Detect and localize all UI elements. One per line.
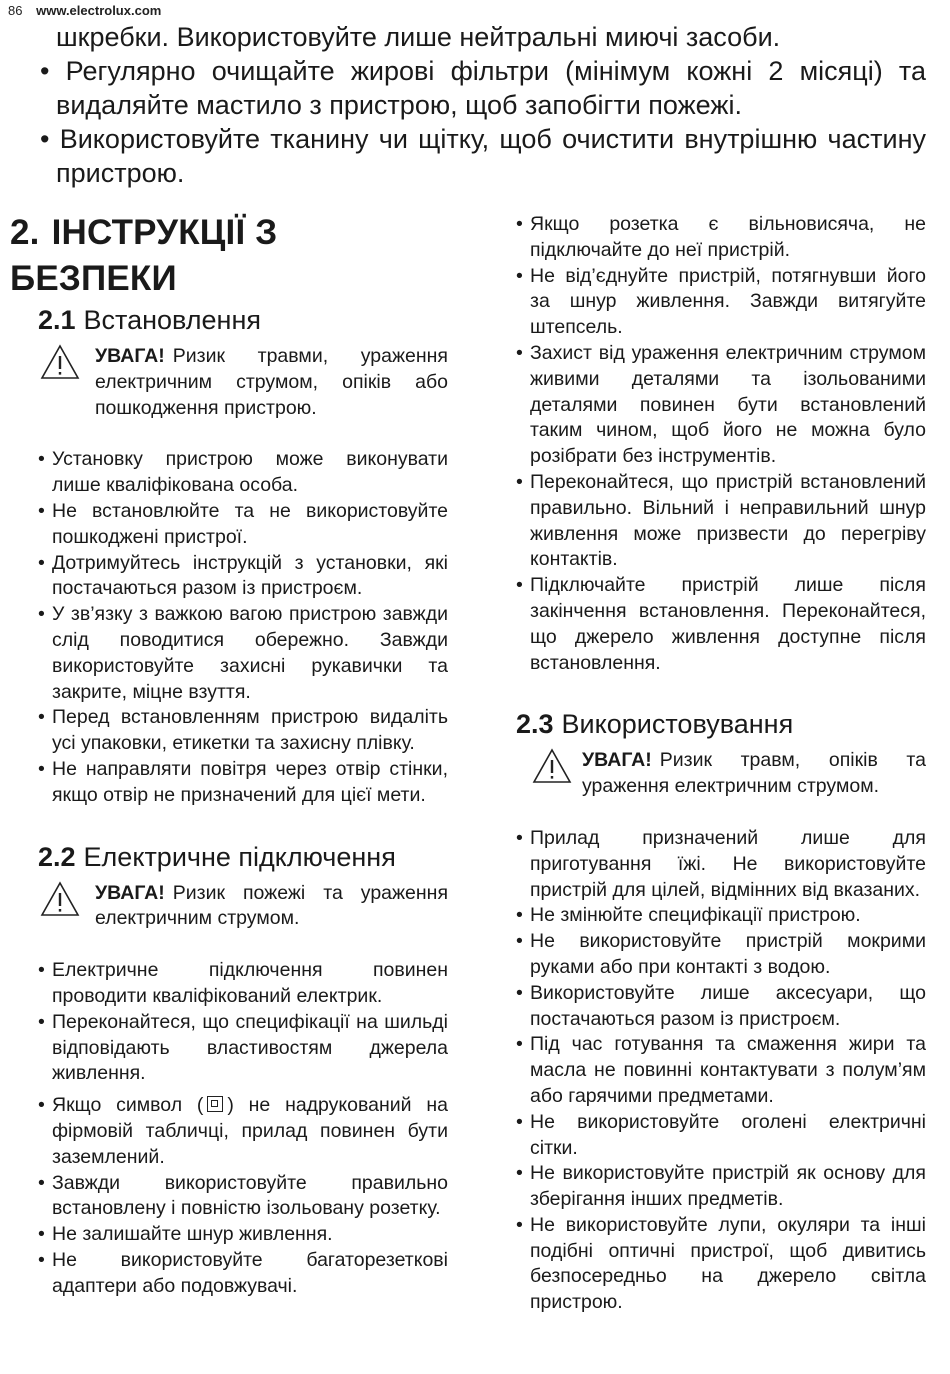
warning-triangle-icon (40, 344, 80, 380)
website-url: www.electrolux.com (36, 3, 162, 18)
list-item: • Використовуйте лише аксесуари, що постачаються разом із пристроєм. (530, 981, 926, 1033)
warning-triangle-icon (532, 748, 572, 784)
warning-label: УВАГА! (95, 345, 165, 367)
subsection-heading-installation: 2.1 Встановлення (38, 305, 261, 335)
section-heading (10, 210, 448, 302)
bullet-list (10, 447, 448, 808)
list-item: • Якщо розетка є вільновисяча, не підключайте до неї пристрій. (530, 212, 926, 264)
warning-triangle-icon (40, 881, 80, 917)
list-item: • Перед встановленням пристрою видаліть усі упаковки, етикетки та захисну плівку. (52, 705, 448, 757)
list-item: • Не використовуйте пристрій мокрими руками або при контакті з водою. (530, 929, 926, 981)
warning-text: Ризик пожежі та ураження електричним струмом. (95, 881, 448, 930)
section-number: 2. (10, 213, 40, 252)
list-item: • Не направляти повітря через отвір стінки, якщо отвір не призначений для цієї мети. (52, 757, 448, 809)
list-item: • Не змінюйте специфікації пристрою. (530, 903, 926, 929)
warning-block (10, 344, 448, 421)
warning-label: УВАГА! (582, 749, 652, 772)
list-item: • Не встановлюйте та не використовуйте пошкоджені пристрої. (52, 499, 448, 551)
warning-block (10, 881, 448, 933)
section-title: ІНСТРУКЦІЇ З БЕЗПЕКИ (10, 213, 278, 298)
warning-text: Ризик травми, ураження електричним струмом, опіків або пошкодження пристрою. (95, 345, 448, 419)
bullet-list (10, 1093, 448, 1299)
list-item: • Установку пристрою може виконувати лише кваліфікована особа. (52, 447, 448, 499)
list-item: • Не залишайте шнур живлення. (52, 1222, 448, 1248)
warning-label: УВАГА! (95, 881, 165, 904)
warning-block (516, 748, 926, 800)
list-item: • Не використовуйте пристрій як основу для зберігання інших предметів. (530, 1161, 926, 1213)
left-column (10, 210, 448, 1300)
bullet-list (10, 958, 448, 1087)
list-item: • Підключайте пристрій лише після закінчення встановлення. Переконайтеся, що джерело живлення доступне після встановлення. (530, 573, 926, 676)
intro-bullet: • Регулярно очищайте жирові фільтри (мінімум кожні 2 місяці) та видаляйте мастило з пристрою, щоб запобігти пожежі. (40, 56, 926, 120)
page-number: 86 (8, 3, 23, 18)
bullet-list (516, 826, 926, 1316)
list-item: • Якщо символ ( ) не надрукований на фірмовій табличці, прилад повинен бути заземлений. (52, 1093, 448, 1170)
intro-text (40, 20, 926, 190)
list-item: • Не використовуйте лупи, окуляри та інші подібні оптичні пристрої, щоб дивитись безпосередньо на джерело світла пристрою. (530, 1213, 926, 1316)
list-item: • Прилад призначений лише для приготування їжі. Не використовуйте пристрій для цілей, відмінних від вказаних. (530, 826, 926, 903)
subsection-heading-electrical: 2.2 Електричне підключення (38, 841, 396, 872)
warning-text: Ризик травм, опіків та ураження електричним струмом. (582, 749, 926, 798)
list-item: • Не використовуйте оголені електричні сітки. (530, 1110, 926, 1162)
list-item: • У зв’язку з важкою вагою пристрою завжди слід поводитися обережно. Завжди використовуйте захисні рукавички та закрите, міцне взуття. (52, 602, 448, 705)
intro-bullet: • Використовуйте тканину чи щітку, щоб очистити внутрішню частину пристрою. (40, 124, 926, 188)
list-item: • Дотримуйтесь інструкцій з установки, які постачаються разом із пристроєм. (52, 551, 448, 603)
list-item: • Електричне підключення повинен проводити кваліфікований електрик. (52, 958, 448, 1010)
list-item: • Переконайтеся, що пристрій встановлений правильно. Вільний і неправильний шнур живлення може призвести до перегріву контактів. (530, 470, 926, 573)
page-header (8, 3, 161, 18)
subsection-heading-usage: 2.3 Використовування (516, 709, 794, 740)
right-column (516, 212, 926, 1316)
list-item: • Захист від ураження електричним струмом живими деталями та ізольованими деталями повинен бути встановлений таким чином, щоб його не можна було розібрати без інструментів. (530, 341, 926, 470)
earth-terminal-icon (207, 1096, 223, 1112)
bullet-list (516, 212, 926, 676)
list-item: • Переконайтеся, що специфікації на шильді відповідають властивостям джерела живлення. (52, 1010, 448, 1087)
list-item: • Не використовуйте багаторезеткові адаптери або подовжувачі. (52, 1248, 448, 1300)
intro-continuation: шкребки. Використовуйте лише нейтральні миючі засоби. (56, 22, 781, 52)
list-item: • Під час готування та смаження жири та масла не повинні контактувати з полум’ям або гарячими предметами. (530, 1032, 926, 1109)
list-item: • Не від’єднуйте пристрій, потягнувши його за шнур живлення. Завжди витягуйте штепсель. (530, 264, 926, 341)
list-item: • Завжди використовуйте правильно встановлену і повністю ізольовану розетку. (52, 1171, 448, 1223)
